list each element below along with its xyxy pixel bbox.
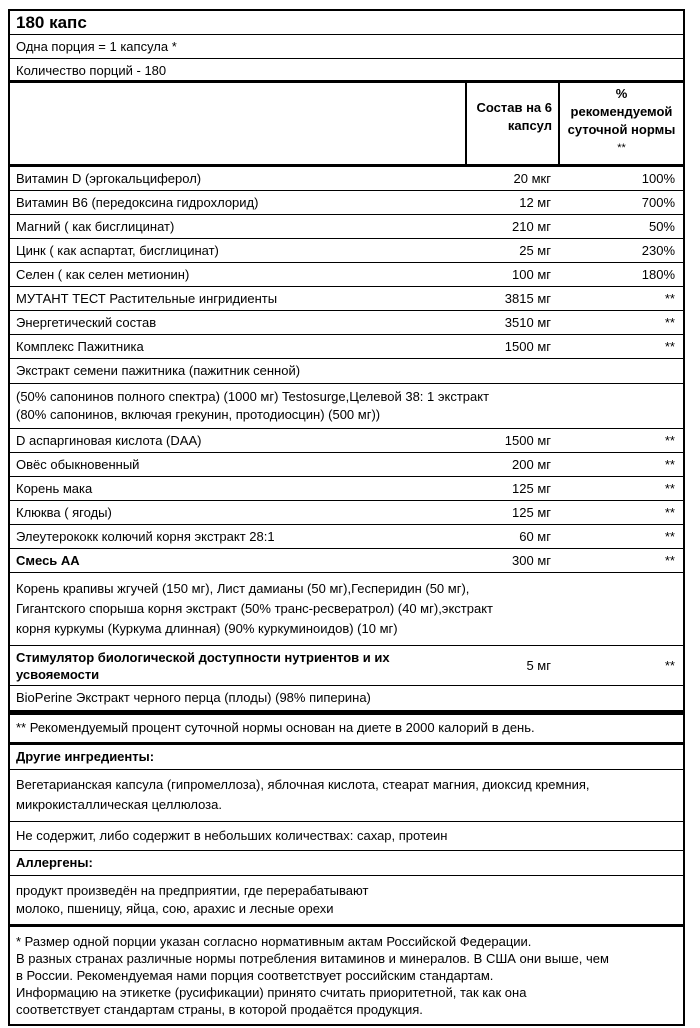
allergens-title: Аллергены: [10,851,683,876]
table-row: Овёс обыкновенный 200 мг ** [10,453,683,477]
bioperine: BioPerine Экстракт черного перца (плоды) (98% пиперина) [10,686,683,715]
supplement-facts-label [8,9,685,1026]
stimulator-row: Стимулятор биологической доступности нутриентов и их усвояемости 5 мг ** [10,646,683,686]
table-row: Витамин D (эргокальциферол) 20 мкг 100% [10,167,683,191]
label-title: 180 капс [10,11,683,35]
table-row: Цинк ( как аспартат, бисглицинат) 25 мг 230% [10,239,683,263]
servings-count: Количество порций - 180 [10,59,683,83]
allergens-text: продукт произведён на предприятии, где перерабатывают молоко, пшеницу, яйца, сою, арахис и лесные орехи [10,876,683,927]
table-row: Магний ( как бисглицинат) 210 мг 50% [10,215,683,239]
header-percent: % рекомендуемой суточной нормы ** [567,86,676,154]
footnote: ** Рекомендуемый процент суточной нормы основан на диете в 2000 калорий в день. [10,715,683,745]
table-row: МУТАНТ ТЕСТ Растительные ингридиенты 3815 мг ** [10,287,683,311]
table-row: Витамин В6 (передоксина гидрохлорид) 12 мг 700% [10,191,683,215]
fenugreek-extract: Экстракт семени пажитника (пажитник сенной) [10,359,683,384]
contains-note: Не содержит, либо содержит в небольших количествах: сахар, протеин [10,822,683,851]
table-row: Селен ( как селен метионин) 100 мг 180% [10,263,683,287]
aa-blend-row: Смесь AA 300 мг ** [10,549,683,573]
serving-size: Одна порция = 1 капсула * [10,35,683,59]
fenugreek-description: (50% сапонинов полного спектра) (1000 мг) Testosurge,Целевой 38: 1 экстракт (80% сапонинов, включая грекунин, протодиосцин) (500 мг)) [10,384,683,429]
table-row: Элеутерококк колючий корня экстракт 28:1 60 мг ** [10,525,683,549]
table-row: Корень мака 125 мг ** [10,477,683,501]
header-amount: Состав на 6 капсул [465,83,560,164]
other-ingredients-title: Другие ингредиенты: [10,745,683,770]
regulatory-notes: * Размер одной порции указан согласно нормативным актам Российской Федерации. В разных странах различные нормы потребления витаминов и минералов. В США они выше, чем в России. Рекомендуемая нами порция соответствует российским стандартам. Информацию на этикетке (русификации) принято считать приоритетной, так как она соответствует стандартам страны, в которой продаётся продукция. [16,934,609,1017]
table-row: Клюква ( ягоды) 125 мг ** [10,501,683,525]
table-row: D аспаргиновая кислота (DAA) 1500 мг ** [10,429,683,453]
other-ingredients: Вегетарианская капсула (гипромеллоза), яблочная кислота, стеарат магния, диоксид кремния, микрокисталлическая целлюлоза. [10,770,683,822]
table-header [10,83,683,167]
table-row: Энергетический состав 3510 мг ** [10,311,683,335]
table-row: Комплекс Пажитника 1500 мг ** [10,335,683,359]
aa-blend-description: Корень крапивы жгучей (150 мг), Лист дамианы (50 мг),Гесперидин (50 мг), Гигантского спорыша корня экстракт (50% транс-ресвератрол) (40 мг),экстракт корня куркумы (Куркума длинная) (90% куркуминоидов) (10 мг) [10,573,683,646]
